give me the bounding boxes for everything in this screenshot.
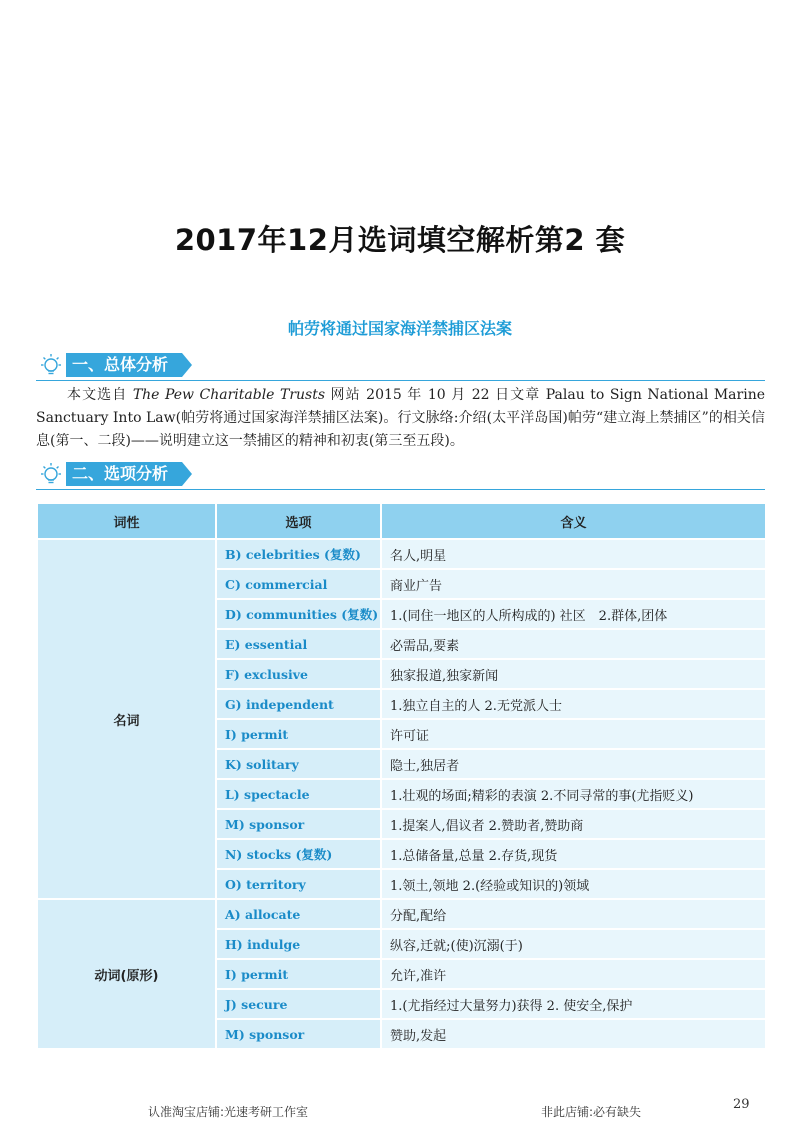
- option-word-cell: M) sponsor: [217, 1020, 380, 1048]
- option-word-cell: A) allocate: [217, 900, 380, 928]
- meaning-cell: 1.(同住一地区的人所构成的) 社区 2.群体,团体: [382, 600, 765, 628]
- meaning-cell: 1.领土,领地 2.(经验或知识的)领域: [382, 870, 765, 898]
- option-word-cell: K) solitary: [217, 750, 380, 778]
- part-of-speech-cell: 动词(原形): [38, 900, 215, 1048]
- lightbulb-icon: [36, 461, 66, 489]
- footer-warning-text: 非此店铺:必有缺失: [541, 1105, 642, 1119]
- option-word-cell: I) permit: [217, 960, 380, 988]
- section-title: 二、选项分析: [66, 462, 182, 486]
- overview-paragraph: [36, 384, 765, 453]
- option-word-cell: L) spectacle: [217, 780, 380, 808]
- meaning-cell: 必需品,要素: [382, 630, 765, 658]
- meaning-cell: 1.(尤指经过大量努力)获得 2. 使安全,保护: [382, 990, 765, 1018]
- meaning-cell: 隐士,独居者: [382, 750, 765, 778]
- meaning-cell: 分配,配给: [382, 900, 765, 928]
- section-header-options: [36, 461, 765, 490]
- meaning-cell: 商业广告: [382, 570, 765, 598]
- column-header: 含义: [382, 504, 765, 538]
- vocab-table: [36, 502, 767, 1050]
- option-word-cell: I) permit: [217, 720, 380, 748]
- option-word-cell: F) exclusive: [217, 660, 380, 688]
- option-word-cell: D) communities (复数): [217, 600, 380, 628]
- article-title: 帕劳将通过国家海洋禁捕区法案: [287, 319, 512, 338]
- option-word-cell: M) sponsor: [217, 810, 380, 838]
- option-word-cell: E) essential: [217, 630, 380, 658]
- option-word-cell: J) secure: [217, 990, 380, 1018]
- meaning-cell: 允许,准许: [382, 960, 765, 988]
- meaning-cell: 1.提案人,倡议者 2.赞助者,赞助商: [382, 810, 765, 838]
- meaning-cell: 1.总储备量,总量 2.存货,现货: [382, 840, 765, 868]
- intro-text: 本文选自: [66, 387, 128, 403]
- table-header-row: [38, 504, 765, 538]
- meaning-cell: 1.独立自主的人 2.无党派人士: [382, 690, 765, 718]
- option-word-cell: N) stocks (复数): [217, 840, 380, 868]
- meaning-cell: 名人,明星: [382, 540, 765, 568]
- section-header-overall: [36, 352, 765, 381]
- overview-text: 网站 2015 年 10 月 22 日文章 Palau to Sign National Marine Sanctuary Into Law(帕劳将通过国家海洋禁捕区法案)。行文脉络:介绍(太平洋岛国)帕劳“建立海上禁捕区”的相关信息(第一、二段)——说明建立这一禁捕区的精神和初衷(第三至五段)。: [36, 387, 766, 449]
- footer-store-text: 认准淘宝店铺:光速考研工作室: [148, 1105, 309, 1119]
- table-row: [38, 540, 765, 568]
- option-word-cell: H) indulge: [217, 930, 380, 958]
- lightbulb-icon: [36, 352, 66, 380]
- option-word-cell: B) celebrities (复数): [217, 540, 380, 568]
- column-header: 选项: [217, 504, 380, 538]
- option-word-cell: O) territory: [217, 870, 380, 898]
- meaning-cell: 纵容,迁就;(使)沉溺(于): [382, 930, 765, 958]
- table-row: [38, 900, 765, 928]
- source-name: The Pew Charitable Trusts: [132, 387, 326, 403]
- page-title: 2017年12月选词填空解析第2 套: [174, 223, 626, 257]
- meaning-cell: 许可证: [382, 720, 765, 748]
- meaning-cell: 独家报道,独家新闻: [382, 660, 765, 688]
- option-word-cell: C) commercial: [217, 570, 380, 598]
- option-word-cell: G) independent: [217, 690, 380, 718]
- column-header: 词性: [38, 504, 215, 538]
- section-title: 一、总体分析: [66, 353, 182, 377]
- part-of-speech-cell: 名词: [38, 540, 215, 898]
- meaning-cell: 1.壮观的场面;精彩的表演 2.不同寻常的事(尤指贬义): [382, 780, 765, 808]
- meaning-cell: 赞助,发起: [382, 1020, 765, 1048]
- page-number: 29: [733, 1097, 750, 1112]
